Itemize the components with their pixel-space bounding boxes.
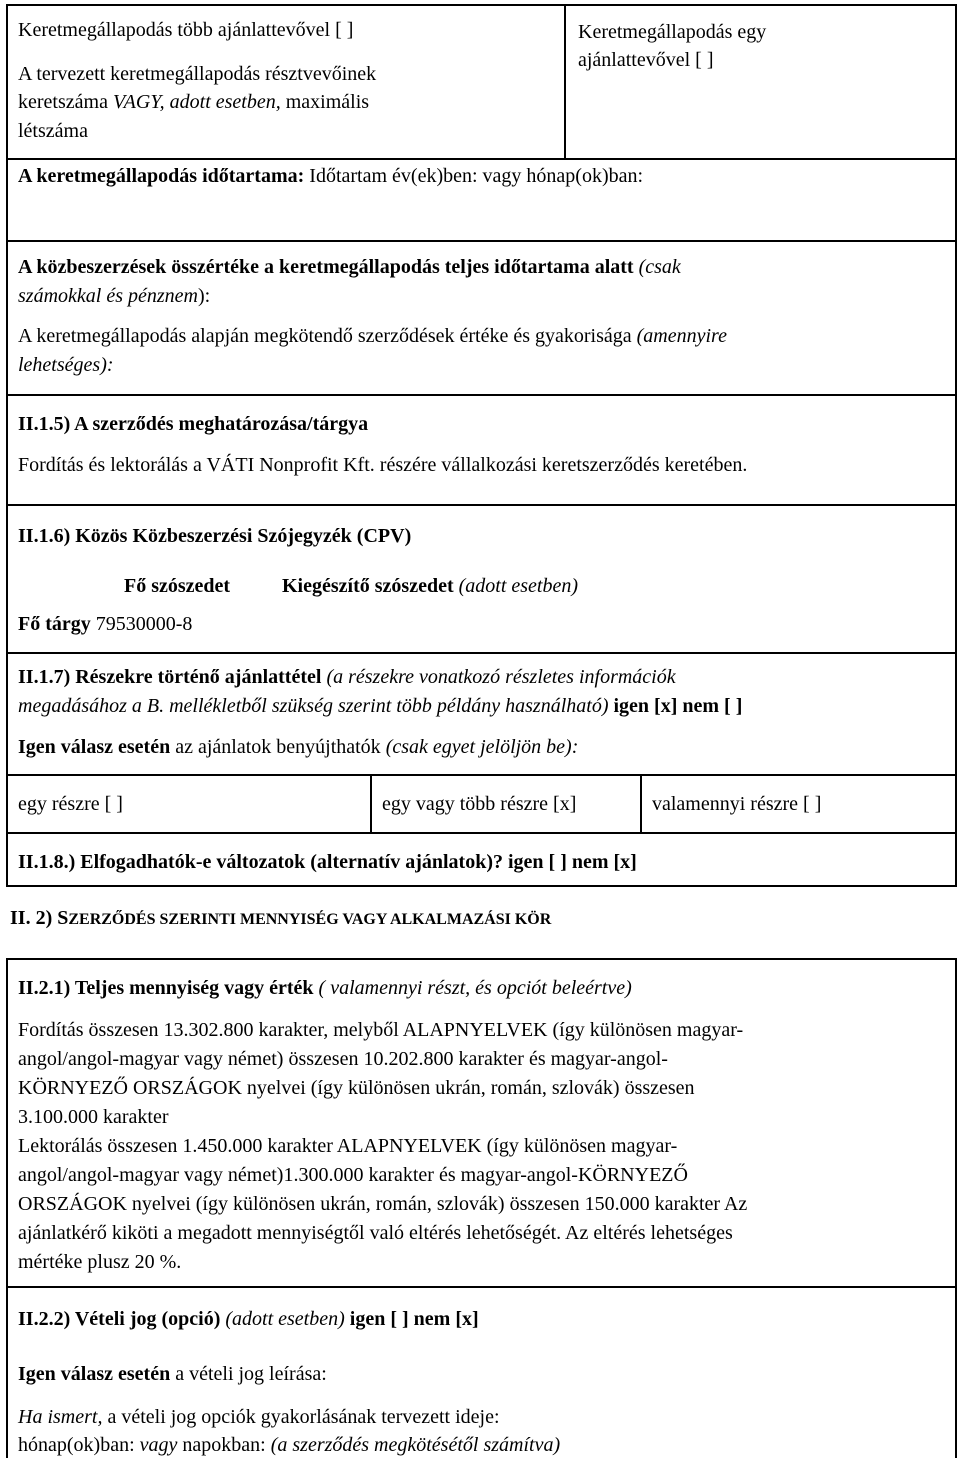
cpv-main-object: Fő tárgy 79530000-8 [18,613,193,635]
lots-option-one: egy részre [ ] [18,793,123,815]
lots-heading-line2: megadásához a B. mellékletből szükség szerint több példány használható) igen [x] nem [ ] [18,695,743,717]
cpv-main-vocab: Fő szószedet [124,575,231,597]
quantity-line-5: Lektorálás összesen 1.450.000 karakter ALAPNYELVEK (így különösen magyar- [18,1135,678,1157]
subject-heading: II.1.5) A szerződés meghatározása/tárgya [18,413,369,435]
quantity-line-4: 3.100.000 karakter [18,1106,169,1128]
quantity-heading: II.2.1) Teljes mennyiség vagy érték ( valamennyi részt, és opciót beleértve) [18,977,632,999]
lots-option-one-or-more: egy vagy több részre [x] [382,793,577,815]
framework-multi-line1: A tervezett keretmegállapodás résztvevőinek [18,63,377,85]
option-timing: hónap(ok)ban: vagy napokban: (a szerződés megkötésétől számítva) [18,1434,561,1456]
framework-contracts-line2: lehetséges): [18,354,114,376]
framework-duration: A keretmegállapodás időtartama: Időtartam év(ek)ben: vagy hónap(ok)ban: [18,165,644,187]
cpv-supp-vocab: Kiegészítő szószedet (adott esetben) [282,575,579,597]
option-known: Ha ismert, a vételi jog opciók gyakorlásának tervezett ideje: [18,1406,500,1428]
framework-divider-2 [6,240,957,242]
quantity-line-9: mértéke plusz 20 %. [18,1251,182,1273]
framework-multi-label: Keretmegállapodás több ajánlattevővel [ ] [18,19,354,41]
framework-contracts: A keretmegállapodás alapján megkötendő szerződések értéke és gyakorisága (amennyire [18,325,727,347]
quantity-line-6: angol/angol-magyar vagy német)1.300.000 karakter és magyar-angol-KÖRNYEZŐ [18,1164,688,1186]
framework-single-line1: Keretmegállapodás egy [578,21,767,43]
lots-divider [6,652,957,654]
option-if-yes: Igen válasz esetén a vételi jog leírása: [18,1363,327,1385]
variants-text: II.1.8.) Elfogadhatók-e változatok (alternatív ajánlatok)? igen [ ] nem [x] [18,851,637,873]
option-heading: II.2.2) Vételi jog (opció) (adott esetben) igen [ ] nem [x] [18,1308,479,1330]
framework-total-value: A közbeszerzések összértéke a keretmegállapodás teljes időtartama alatt (csak [18,256,681,278]
lots-if-yes: Igen válasz esetén az ajánlatok benyújthatók (csak egyet jelöljön be): [18,736,579,758]
framework-divider [6,158,957,160]
subject-text: Fordítás és lektorálás a VÁTI Nonprofit Kft. részére vállalkozási keretszerződés keretében. [18,454,748,476]
lots-heading: II.1.7) Részekre történő ajánlattétel (a részekre vonatkozó részletes információk [18,666,676,688]
cpv-heading: II.1.6) Közös Közbeszerzési Szójegyzék (CPV) [18,525,412,547]
framework-multi-line2: keretszáma VAGY, adott esetben, maximális [18,91,370,113]
quantity-line-7: ORSZÁGOK nyelvei (így különösen ukrán, román, szlovák) összesen 150.000 karakter Az [18,1193,748,1215]
framework-multi-line3: létszáma [18,120,88,142]
framework-total-value-line2: számokkal és pénznem): [18,285,211,307]
section2-heading: II. 2) SZERZŐDÉS SZERINTI MENNYISÉG VAGY ALKALMAZÁSI KÖR [10,907,552,929]
lots-option-all: valamennyi részre [ ] [652,793,822,815]
quantity-line-8: ajánlatkérő kiköti a megadott mennyiségtől való eltérés lehetőségét. Az eltérés lehetséges [18,1222,733,1244]
quantity-line-3: KÖRNYEZŐ ORSZÁGOK nyelvei (így különösen ukrán, román, szlovák) összesen [18,1077,695,1099]
quantity-line-2: angol/angol-magyar vagy német) összesen 10.202.800 karakter és magyar-angol- [18,1048,668,1070]
framework-single-line2: ajánlattevővel [ ] [578,49,714,71]
quantity-line-1: Fordítás összesen 13.302.800 karakter, melyből ALAPNYELVEK (így különösen magyar- [18,1019,744,1041]
